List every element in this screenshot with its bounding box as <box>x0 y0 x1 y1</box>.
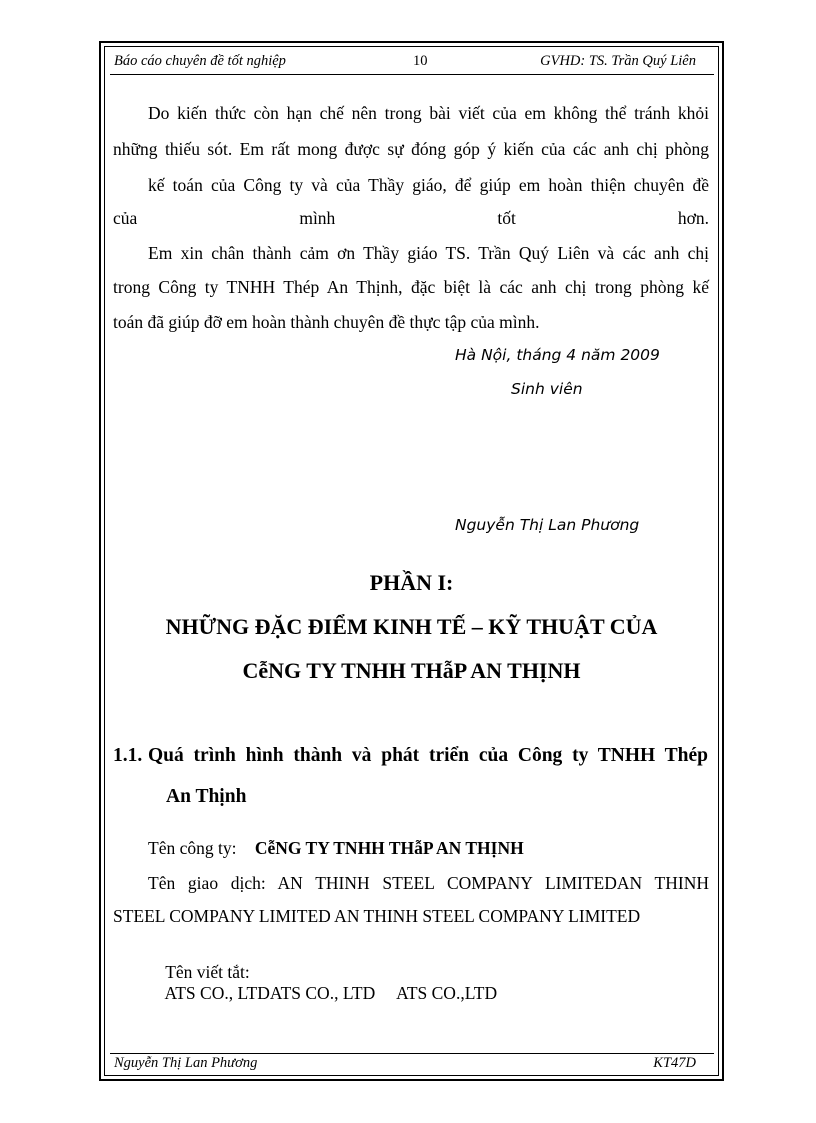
footer-author: Nguyễn Thị Lan Phương <box>114 1055 258 1071</box>
intro-word: tốt <box>497 208 516 228</box>
header-report-title: Báo cáo chuyên đề tốt nghiệp <box>114 53 286 69</box>
part-title-line-1: NHỮNG ĐẶC ĐIỂM KINH TẾ – KỸ THUẬT CỦA <box>165 614 658 639</box>
signature-place-date: Hà Nội, tháng 4 năm 2009 <box>455 346 660 364</box>
part-label: PHẦN I: <box>369 570 454 595</box>
footer-class: KT47D <box>653 1055 696 1071</box>
trade-name-value-1: AN THINH STEEL COMPANY LIMITEDAN THINH <box>277 873 709 893</box>
company-name-row <box>148 838 524 859</box>
intro-line-2: những thiếu sót. Em rất mong được sự đóng góp ý kiến của các anh chị phòng <box>113 139 709 159</box>
intro-word: mình <box>299 208 336 228</box>
section-title-line-2: An Thịnh <box>166 786 247 807</box>
intro-line-3: kế toán của Công ty và của Thầy giáo, để giúp em hoàn thiện chuyên đề <box>148 175 709 195</box>
abbreviation-label: Tên viết tắt: <box>165 962 250 982</box>
intro-line-6: trong Công ty TNHH Thép An Thịnh, đặc biệt là các anh chị trong phòng kế <box>113 277 709 297</box>
abbreviation-row <box>148 941 497 1025</box>
intro-line-7: toán đã giúp đỡ em hoàn thành chuyên đề thực tập của mình. <box>113 312 540 332</box>
section-number: 1.1. <box>113 745 143 766</box>
intro-line-1: Do kiến thức còn hạn chế nên trong bài viết của em không thể tránh khỏi <box>148 103 709 123</box>
page-footer <box>110 1053 714 1074</box>
section-title-line-1: Quá trình hình thành và phát triển của Công ty TNHH Thép <box>148 745 708 766</box>
company-name-value: CễNG TY TNHH THẫP AN THỊNH <box>254 838 524 858</box>
company-name-label: Tên công ty: <box>148 838 237 858</box>
page-header <box>110 52 714 75</box>
page-number: 10 <box>413 53 428 69</box>
intro-word: hơn. <box>677 208 709 228</box>
abbreviation-value: ATS CO., LTDATS CO., LTD ATS CO.,LTD <box>164 983 498 1003</box>
trade-name-line-1 <box>113 873 709 894</box>
trade-name-line-2: STEEL COMPANY LIMITED AN THINH STEEL COMPANY LIMITED <box>113 906 641 926</box>
intro-line-4 <box>113 208 709 229</box>
intro-line-5: Em xin chân thành cảm ơn Thầy giáo TS. Trần Quý Liên và các anh chị <box>148 243 709 263</box>
signature-role: Sinh viên <box>511 380 583 398</box>
part-title-line-2: CễNG TY TNHH THẫP AN THỊNH <box>242 658 581 683</box>
signature-name: Nguyễn Thị Lan Phương <box>455 516 640 534</box>
intro-word: của <box>113 208 138 228</box>
header-supervisor: GVHD: TS. Trần Quý Liên <box>540 53 696 69</box>
trade-name-label: Tên giao dịch: <box>148 873 266 893</box>
